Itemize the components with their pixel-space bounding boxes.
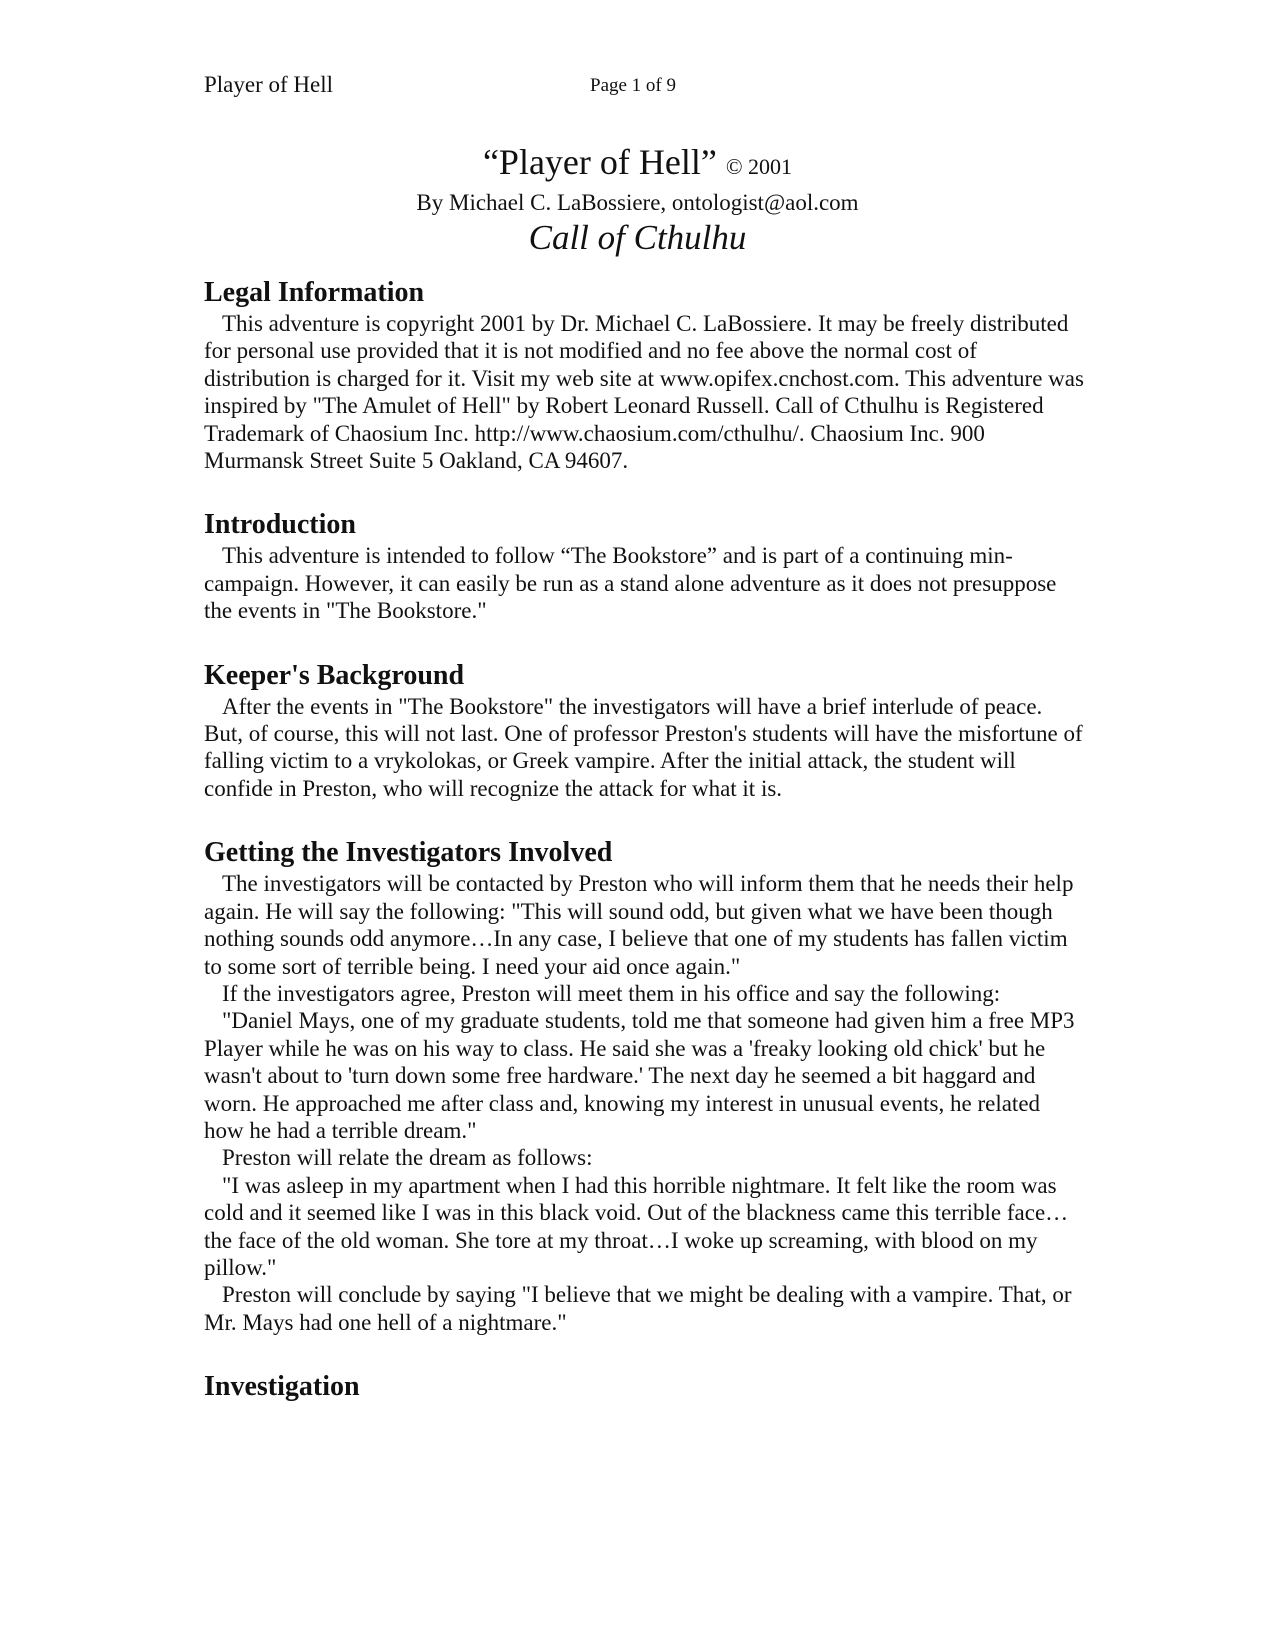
section-investigation [204, 1370, 1084, 1404]
document-body [204, 276, 1084, 1438]
paragraph: After the events in "The Bookstore" the investigators will have a brief interlude of peace. But, of course, this will not last. One of professor Preston's students will have the misfortune of falling victim to a vrykolokas, or Greek vampire. After the initial attack, the student will confide in Preston, who will recognize the attack for what it is. [204, 693, 1083, 801]
paragraph: Preston will conclude by saying "I believe that we might be dealing with a vampire. That, or Mr. Mays had one hell of a nightmare." [204, 1282, 1072, 1335]
section-heading: Legal Information [204, 277, 425, 308]
paragraph: "I was asleep in my apartment when I had this horrible nightmare. It felt like the room was cold and it seemed like I was in this black void. Out of the blackness came this terrible face…the face of the old woman. She tore at my throat…I woke up screaming, with blood on my pillow." [204, 1172, 1069, 1280]
title-block [0, 141, 1275, 258]
section-keepers-background [204, 659, 1084, 803]
paragraph: The investigators will be contacted by Preston who will inform them that he needs their help again. He will say the following: "This will sound odd, but given what we have been though nothing sounds odd anymore…In any case, I believe that one of my students has fallen victim to some sort of terrible being. I need your aid once again." [204, 871, 1074, 979]
page-number: Page 1 of 9 [590, 75, 677, 96]
section-heading: Keeper's Background [204, 659, 465, 691]
section-heading: Introduction [204, 509, 356, 541]
section-heading: Investigation [204, 1371, 360, 1403]
document-title [0, 141, 1275, 188]
paragraph: This adventure is copyright 2001 by Dr. Michael C. LaBossiere. It may be freely distributed for personal use provided that it is not modified and no fee above the normal cost of distribution is charged for it. Visit my web site at www.opifex.cnchost.com. This adventure was inspired by "The Amulet of Hell" by Robert Leonard Russell. Call of Cthulhu is Registered Trademark of Chaosium Inc. http://www.chaosium.com/cthulhu/. Chaosium Inc. 900 Murmansk Street Suite 5 Oakland, CA 94607. [204, 311, 1084, 474]
paragraph: If the investigators agree, Preston will meet them in his office and say the following: [222, 980, 1001, 1006]
paragraph: "Daniel Mays, one of my graduate students, told me that someone had given him a free MP3 Player while he was on his way to class. He said she was a 'freaky looking old chick' but he wasn't about to 'turn down some free hardware.' The next day he seemed a bit haggard and worn. He approached me after class and, knowing my interest in unusual events, he related how he had a terrible dream." [204, 1008, 1075, 1143]
section-heading: Getting the Investigators Involved [204, 837, 613, 869]
running-title: Player of Hell [204, 72, 334, 97]
title-text: “Player of Hell” [482, 142, 717, 182]
author-byline: By Michael C. LaBossiere, ontologist@aol.com [416, 190, 859, 215]
copyright-notice: © 2001 [725, 154, 793, 179]
game-system-subtitle: Call of Cthulhu [528, 218, 747, 257]
section-legal [204, 276, 1084, 474]
paragraph: This adventure is intended to follow “The Bookstore” and is part of a continuing min-campaign. However, it can easily be run as a stand alone adventure as it does not presuppose the events in "The Bookstore." [204, 543, 1057, 624]
section-getting-involved [204, 836, 1084, 1336]
section-introduction [204, 508, 1084, 624]
paragraph: Preston will relate the dream as follows: [222, 1145, 593, 1171]
